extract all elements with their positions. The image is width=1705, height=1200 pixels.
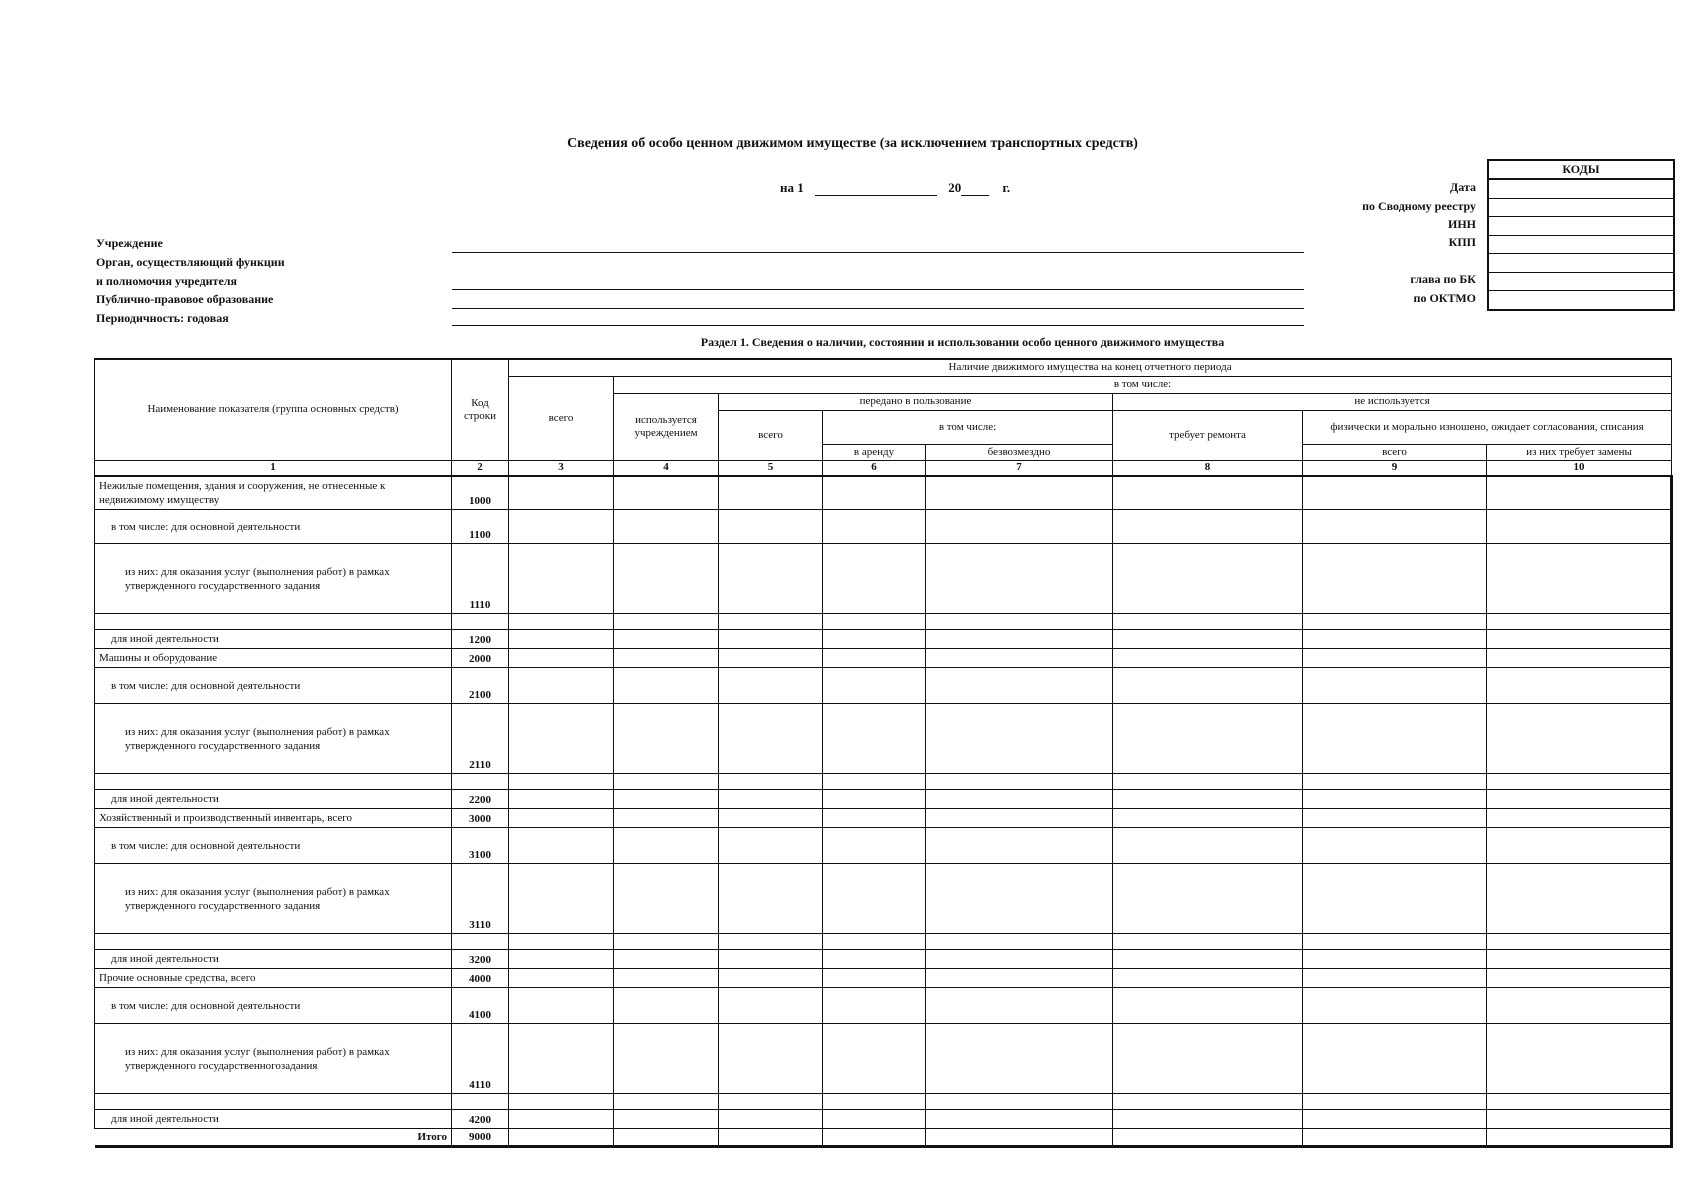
value-cell[interactable]: [1303, 510, 1487, 544]
value-cell[interactable]: [509, 988, 614, 1024]
value-cell[interactable]: [823, 864, 926, 934]
table-row: [95, 988, 1672, 1024]
group-header-transferred-incl: в том числе:: [823, 410, 1113, 444]
value-cell[interactable]: [823, 934, 926, 950]
code-cell-empty[interactable]: [1489, 254, 1673, 273]
row-code: 3110: [452, 864, 509, 934]
col-header-free: безвозмездно: [926, 444, 1113, 460]
value-cell[interactable]: [1303, 704, 1487, 774]
founder-label-1: Орган, осуществляющий функции: [96, 255, 285, 269]
value-cell[interactable]: [926, 809, 1113, 828]
value-cell[interactable]: [719, 1110, 823, 1129]
value-cell[interactable]: [926, 988, 1113, 1024]
value-cell[interactable]: [1303, 988, 1487, 1024]
value-cell[interactable]: [614, 790, 719, 809]
value-cell[interactable]: [1487, 668, 1672, 704]
date-prefix: на 1: [780, 180, 804, 195]
value-cell[interactable]: [1487, 649, 1672, 668]
row-name: из них: для оказания услуг (выполнения работ) в рамках утвержденного государственного задания: [95, 704, 452, 774]
value-cell[interactable]: [1113, 476, 1303, 510]
value-cell[interactable]: [614, 630, 719, 649]
row-code: 2110: [452, 704, 509, 774]
value-cell[interactable]: [1303, 864, 1487, 934]
periodicity-label: Периодичность: годовая: [96, 311, 229, 325]
group-header-incl: в том числе:: [614, 376, 1672, 393]
value-cell[interactable]: [509, 790, 614, 809]
value-cell[interactable]: [1487, 614, 1672, 630]
value-cell[interactable]: [614, 934, 719, 950]
value-cell[interactable]: [1487, 630, 1672, 649]
code-cell-inn[interactable]: [1489, 217, 1673, 236]
value-cell[interactable]: [614, 510, 719, 544]
value-cell[interactable]: [1113, 630, 1303, 649]
row-code: 2200: [452, 790, 509, 809]
value-cell[interactable]: [823, 809, 926, 828]
group-header-worn: физически и морально изношено, ожидает согласования, списания: [1303, 410, 1672, 444]
col-number: 5: [719, 460, 823, 476]
value-cell[interactable]: [926, 774, 1113, 790]
table-row: [95, 544, 1672, 614]
value-cell[interactable]: [1487, 1024, 1672, 1094]
value-cell[interactable]: [509, 668, 614, 704]
value-cell[interactable]: [719, 544, 823, 614]
value-cell[interactable]: [509, 828, 614, 864]
table-row: [95, 969, 1672, 988]
value-cell[interactable]: [926, 476, 1113, 510]
value-cell[interactable]: [823, 510, 926, 544]
total-value-cell[interactable]: [1113, 1129, 1303, 1147]
value-cell[interactable]: [1487, 510, 1672, 544]
total-value-cell[interactable]: [1487, 1129, 1672, 1147]
value-cell[interactable]: [509, 969, 614, 988]
value-cell[interactable]: [614, 809, 719, 828]
value-cell[interactable]: [719, 950, 823, 969]
value-cell[interactable]: [1113, 668, 1303, 704]
total-value-cell[interactable]: [719, 1129, 823, 1147]
value-cell[interactable]: [926, 1024, 1113, 1094]
value-cell[interactable]: [1303, 1110, 1487, 1129]
table-row: [95, 1024, 1672, 1094]
institution-label: Учреждение: [96, 236, 163, 250]
table-row: [95, 476, 1672, 510]
value-cell[interactable]: [1303, 969, 1487, 988]
total-value-cell[interactable]: [614, 1129, 719, 1147]
value-cell[interactable]: [1487, 544, 1672, 614]
value-cell[interactable]: [614, 950, 719, 969]
value-cell[interactable]: [719, 934, 823, 950]
value-cell[interactable]: [509, 1110, 614, 1129]
value-cell[interactable]: [1113, 1110, 1303, 1129]
row-code: 2100: [452, 668, 509, 704]
row-code: 3200: [452, 950, 509, 969]
table-row: [95, 630, 1672, 649]
col-header-worn-total: всего: [1303, 444, 1487, 460]
value-cell[interactable]: [719, 510, 823, 544]
row-name: для иной деятельности: [95, 630, 452, 649]
row-name: из них: для оказания услуг (выполнения работ) в рамках утвержденного государственногозадания: [95, 1024, 452, 1094]
codes-title: КОДЫ: [1489, 161, 1673, 180]
value-cell[interactable]: [1487, 476, 1672, 510]
founder-field[interactable]: [452, 289, 1304, 290]
value-cell[interactable]: [1303, 476, 1487, 510]
value-cell[interactable]: [1303, 809, 1487, 828]
value-cell[interactable]: [1113, 1024, 1303, 1094]
row-code: 1100: [452, 510, 509, 544]
value-cell[interactable]: [719, 969, 823, 988]
value-cell[interactable]: [1303, 614, 1487, 630]
value-cell[interactable]: [719, 790, 823, 809]
value-cell[interactable]: [719, 864, 823, 934]
value-cell[interactable]: [719, 649, 823, 668]
value-cell[interactable]: [1113, 510, 1303, 544]
value-cell[interactable]: [509, 1094, 614, 1110]
code-cell-registry[interactable]: [1489, 199, 1673, 218]
value-cell[interactable]: [1303, 934, 1487, 950]
value-cell[interactable]: [614, 544, 719, 614]
code-label-date: Дата: [1450, 180, 1476, 194]
group-header-unused: не используется: [1113, 393, 1672, 410]
value-cell[interactable]: [823, 969, 926, 988]
date-year-field[interactable]: [961, 181, 989, 196]
col-header-used: используется учреждением: [614, 393, 719, 460]
value-cell[interactable]: [509, 614, 614, 630]
value-cell[interactable]: [719, 704, 823, 774]
value-cell[interactable]: [1113, 988, 1303, 1024]
value-cell[interactable]: [719, 1094, 823, 1110]
col-header-total: всего: [509, 376, 614, 460]
institution-field[interactable]: [452, 252, 1304, 253]
table-row: [95, 934, 1672, 950]
total-value-cell[interactable]: [823, 1129, 926, 1147]
row-name: в том числе: для основной деятельности: [95, 668, 452, 704]
value-cell[interactable]: [1303, 544, 1487, 614]
row-name: [95, 1094, 452, 1110]
value-cell[interactable]: [926, 544, 1113, 614]
value-cell[interactable]: [926, 614, 1113, 630]
value-cell[interactable]: [509, 934, 614, 950]
row-code: [452, 1094, 509, 1110]
value-cell[interactable]: [509, 476, 614, 510]
row-code: 1000: [452, 476, 509, 510]
value-cell[interactable]: [1113, 544, 1303, 614]
row-name: Хозяйственный и производственный инвентарь, всего: [95, 809, 452, 828]
code-label-registry: по Сводному реестру: [1362, 199, 1476, 213]
col-header-transferred-total: всего: [719, 410, 823, 460]
value-cell[interactable]: [926, 1094, 1113, 1110]
value-cell[interactable]: [926, 1110, 1113, 1129]
value-cell[interactable]: [1113, 950, 1303, 969]
value-cell[interactable]: [614, 864, 719, 934]
public-entity-field[interactable]: [452, 308, 1304, 309]
value-cell[interactable]: [823, 950, 926, 969]
value-cell[interactable]: [926, 864, 1113, 934]
table-row: [95, 1094, 1672, 1110]
col-number: 8: [1113, 460, 1303, 476]
table-row: [95, 790, 1672, 809]
value-cell[interactable]: [614, 1110, 719, 1129]
row-code: 3100: [452, 828, 509, 864]
value-cell[interactable]: [823, 704, 926, 774]
row-name: из них: для оказания услуг (выполнения работ) в рамках утвержденного государственного задания: [95, 864, 452, 934]
value-cell[interactable]: [926, 934, 1113, 950]
table-row: [95, 950, 1672, 969]
row-code: 4110: [452, 1024, 509, 1094]
value-cell[interactable]: [1113, 790, 1303, 809]
row-name: [95, 774, 452, 790]
value-cell[interactable]: [509, 864, 614, 934]
value-cell[interactable]: [1113, 1094, 1303, 1110]
value-cell[interactable]: [1303, 668, 1487, 704]
col-number: 3: [509, 460, 614, 476]
row-name: для иной деятельности: [95, 790, 452, 809]
row-name: [95, 934, 452, 950]
value-cell[interactable]: [926, 649, 1113, 668]
value-cell[interactable]: [614, 704, 719, 774]
value-cell[interactable]: [614, 649, 719, 668]
value-cell[interactable]: [823, 1024, 926, 1094]
row-code: 4200: [452, 1110, 509, 1129]
row-code: 2000: [452, 649, 509, 668]
value-cell[interactable]: [1487, 988, 1672, 1024]
value-cell[interactable]: [1487, 774, 1672, 790]
value-cell[interactable]: [614, 476, 719, 510]
value-cell[interactable]: [823, 1110, 926, 1129]
value-cell[interactable]: [719, 476, 823, 510]
value-cell[interactable]: [1113, 704, 1303, 774]
code-label-oktmo: по ОКТМО: [1413, 291, 1476, 305]
total-value-cell[interactable]: [1303, 1129, 1487, 1147]
code-cell-bk[interactable]: [1489, 273, 1673, 292]
row-code: 1110: [452, 544, 509, 614]
row-name: в том числе: для основной деятельности: [95, 510, 452, 544]
value-cell[interactable]: [614, 1094, 719, 1110]
date-day-month-field[interactable]: [815, 181, 937, 196]
table-row: [95, 614, 1672, 630]
row-code: 4000: [452, 969, 509, 988]
value-cell[interactable]: [509, 950, 614, 969]
value-cell[interactable]: [926, 950, 1113, 969]
value-cell[interactable]: [823, 476, 926, 510]
col-number: 6: [823, 460, 926, 476]
value-cell[interactable]: [509, 510, 614, 544]
row-code: 3000: [452, 809, 509, 828]
value-cell[interactable]: [1487, 969, 1672, 988]
table-row: [95, 649, 1672, 668]
value-cell[interactable]: [614, 828, 719, 864]
value-cell[interactable]: [614, 1024, 719, 1094]
date-suffix: г.: [1002, 180, 1011, 195]
value-cell[interactable]: [1487, 934, 1672, 950]
col-number: 1: [95, 460, 452, 476]
value-cell[interactable]: [1303, 630, 1487, 649]
table-row: [95, 668, 1672, 704]
value-cell[interactable]: [1303, 649, 1487, 668]
value-cell[interactable]: [1113, 614, 1303, 630]
table-row: [95, 704, 1672, 774]
value-cell[interactable]: [719, 614, 823, 630]
code-label-inn: ИНН: [1447, 217, 1476, 231]
value-cell[interactable]: [1113, 934, 1303, 950]
value-cell[interactable]: [1113, 864, 1303, 934]
value-cell[interactable]: [823, 774, 926, 790]
column-numbers-row: [95, 460, 1672, 476]
value-cell[interactable]: [926, 969, 1113, 988]
code-cell-date[interactable]: [1489, 180, 1673, 199]
value-cell[interactable]: [1113, 969, 1303, 988]
value-cell[interactable]: [1487, 790, 1672, 809]
value-cell[interactable]: [1113, 828, 1303, 864]
table-row: [95, 1110, 1672, 1129]
value-cell[interactable]: [926, 630, 1113, 649]
col-number: 9: [1303, 460, 1487, 476]
value-cell[interactable]: [509, 704, 614, 774]
value-cell[interactable]: [823, 828, 926, 864]
value-cell[interactable]: [1487, 809, 1672, 828]
value-cell[interactable]: [1487, 1094, 1672, 1110]
value-cell[interactable]: [1303, 950, 1487, 969]
col-number: 7: [926, 460, 1113, 476]
value-cell[interactable]: [1303, 828, 1487, 864]
value-cell[interactable]: [509, 649, 614, 668]
value-cell[interactable]: [719, 988, 823, 1024]
date-year-prefix: 20: [948, 180, 962, 195]
row-name: из них: для оказания услуг (выполнения работ) в рамках утвержденного государственного задания: [95, 544, 452, 614]
group-header-transferred: передано в пользование: [719, 393, 1113, 410]
row-code: [452, 934, 509, 950]
code-cell-kpp[interactable]: [1489, 236, 1673, 255]
form-title: Сведения об особо ценном движимом имуществе (за исключением транспортных средств): [567, 136, 1138, 151]
public-entity-label: Публично-правовое образование: [96, 292, 274, 306]
col-header-code: Код строки: [452, 359, 509, 460]
row-name: для иной деятельности: [95, 1110, 452, 1129]
total-code: 9000: [452, 1129, 509, 1147]
periodicity-field[interactable]: [452, 325, 1304, 326]
table-row: [95, 510, 1672, 544]
value-cell[interactable]: [719, 828, 823, 864]
total-value-cell[interactable]: [509, 1129, 614, 1147]
col-number: 2: [452, 460, 509, 476]
value-cell[interactable]: [614, 969, 719, 988]
value-cell[interactable]: [1113, 649, 1303, 668]
value-cell[interactable]: [614, 614, 719, 630]
row-name: Машины и оборудование: [95, 649, 452, 668]
row-name: для иной деятельности: [95, 950, 452, 969]
value-cell[interactable]: [926, 510, 1113, 544]
founder-label-2: и полномочия учредителя: [96, 274, 238, 288]
row-name: [95, 614, 452, 630]
table-row: [95, 828, 1672, 864]
section-title: Раздел 1. Сведения о наличии, состоянии и использовании особо ценного движимого имущества: [700, 335, 1225, 349]
value-cell[interactable]: [926, 704, 1113, 774]
row-code: [452, 614, 509, 630]
total-label: Итого: [95, 1129, 452, 1147]
value-cell[interactable]: [719, 630, 823, 649]
row-name: в том числе: для основной деятельности: [95, 988, 452, 1024]
total-value-cell[interactable]: [926, 1129, 1113, 1147]
value-cell[interactable]: [719, 774, 823, 790]
value-cell[interactable]: [1113, 774, 1303, 790]
value-cell[interactable]: [823, 630, 926, 649]
value-cell[interactable]: [926, 828, 1113, 864]
value-cell[interactable]: [509, 544, 614, 614]
table-row: [95, 864, 1672, 934]
value-cell[interactable]: [823, 649, 926, 668]
value-cell[interactable]: [509, 630, 614, 649]
row-code: 4100: [452, 988, 509, 1024]
value-cell[interactable]: [719, 668, 823, 704]
value-cell[interactable]: [823, 988, 926, 1024]
value-cell[interactable]: [614, 668, 719, 704]
value-cell[interactable]: [1303, 1094, 1487, 1110]
value-cell[interactable]: [509, 1024, 614, 1094]
col-number: 10: [1487, 460, 1672, 476]
row-code: 1200: [452, 630, 509, 649]
value-cell[interactable]: [926, 668, 1113, 704]
group-header-main: Наличие движимого имущества на конец отчетного периода: [509, 359, 1672, 376]
col-header-name: Наименование показателя (группа основных средств): [95, 359, 452, 460]
col-number: 4: [614, 460, 719, 476]
total-row: [95, 1129, 1672, 1147]
value-cell[interactable]: [823, 614, 926, 630]
value-cell[interactable]: [1303, 790, 1487, 809]
col-header-replace: из них требует замены: [1487, 444, 1672, 460]
value-cell[interactable]: [823, 1094, 926, 1110]
col-header-rent: в аренду: [823, 444, 926, 460]
row-name: в том числе: для основной деятельности: [95, 828, 452, 864]
code-label-bk: глава по БК: [1410, 272, 1476, 286]
row-code: [452, 774, 509, 790]
value-cell[interactable]: [509, 774, 614, 790]
value-cell[interactable]: [614, 774, 719, 790]
report-date-line: [780, 180, 1010, 196]
value-cell[interactable]: [614, 988, 719, 1024]
value-cell[interactable]: [1487, 950, 1672, 969]
value-cell[interactable]: [823, 668, 926, 704]
value-cell[interactable]: [1487, 704, 1672, 774]
assets-table: [94, 358, 1672, 1148]
value-cell[interactable]: [926, 790, 1113, 809]
table-row: [95, 774, 1672, 790]
codes-box: [1487, 159, 1675, 311]
code-label-kpp: КПП: [1448, 235, 1476, 249]
value-cell[interactable]: [823, 544, 926, 614]
value-cell[interactable]: [719, 1024, 823, 1094]
value-cell[interactable]: [1487, 864, 1672, 934]
value-cell[interactable]: [1487, 828, 1672, 864]
row-name: Прочие основные средства, всего: [95, 969, 452, 988]
table-row: [95, 809, 1672, 828]
value-cell[interactable]: [1303, 774, 1487, 790]
value-cell[interactable]: [509, 809, 614, 828]
value-cell[interactable]: [823, 790, 926, 809]
code-cell-oktmo[interactable]: [1489, 291, 1673, 309]
value-cell[interactable]: [1487, 1110, 1672, 1129]
value-cell[interactable]: [1113, 809, 1303, 828]
value-cell[interactable]: [1303, 1024, 1487, 1094]
value-cell[interactable]: [719, 809, 823, 828]
row-name: Нежилые помещения, здания и сооружения, не отнесенные к недвижимому имуществу: [95, 476, 452, 510]
col-header-repair: требует ремонта: [1113, 410, 1303, 460]
